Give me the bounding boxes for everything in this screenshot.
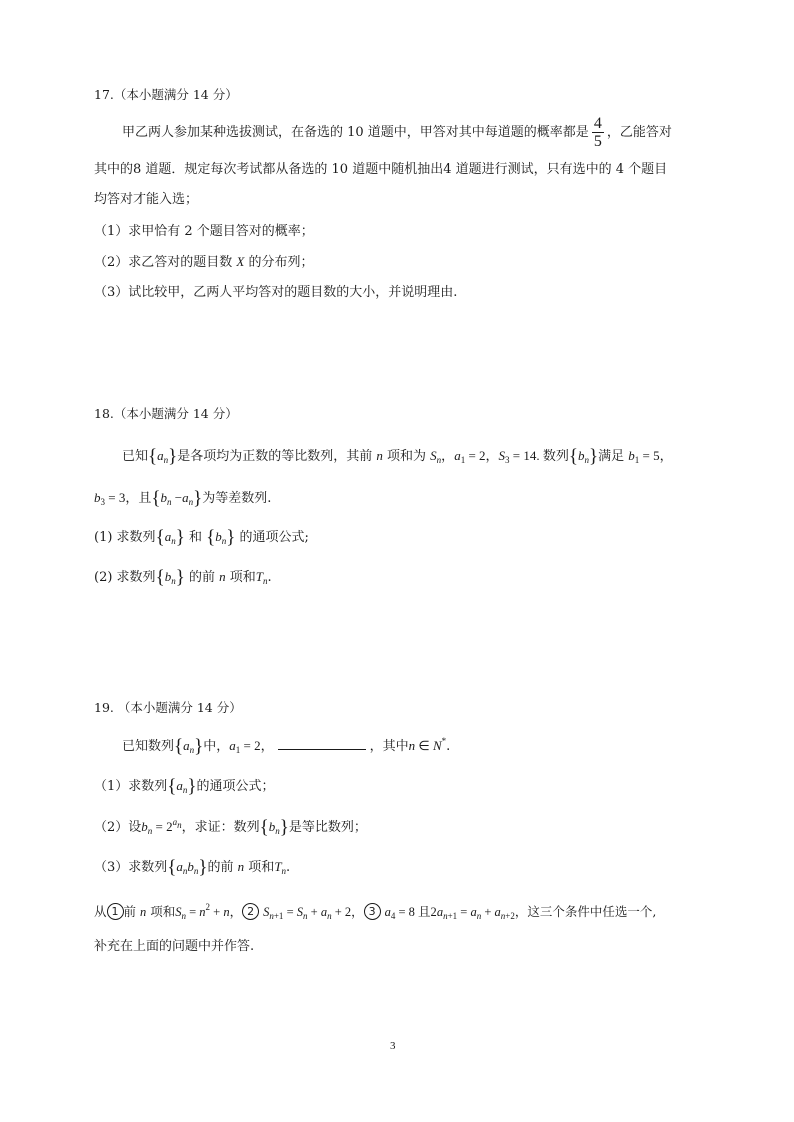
q19-conditions: 从 1 前 n 项和$S_n = n^2 + n$， 2 $S_{n+1} = S_n + a_n + 2$， 3 $a_4 = 8$ 且$2a_{n+1} = a_n + a_{n+2}$，这三个条件中任选一个, — [94, 902, 657, 921]
q18-part-2: (2) 求数列$\{b_n\}$ 的前 n 项和$T_n$. — [94, 567, 272, 588]
q17-line-1: 甲乙两人参加某种选拔测试，在备选的 10 道题中，甲答对其中每道题的概率都是 $\frac{4}{5}$ ，乙能答对 — [122, 115, 672, 150]
answer-blank — [278, 735, 366, 750]
q17-line-3: 均答对才能入选； — [94, 192, 199, 207]
q18-header: 18.（本小题满分 14 分） — [94, 406, 238, 421]
q17-fraction: $\frac{4}{5}$ — [593, 115, 602, 150]
q19-part-3: （3）求数列$\{a_nb_n\}$的前 n 项和$T_n$. — [94, 857, 291, 878]
q18-line-1: 已知$\{a_n\}$是各项均为正数的等比数列，其前 n 项和为 $S_n$，$a_1 = 2$，$S_3 = 14$. 数列$\{b_n\}$满足 $b_1 = 5$， — [122, 446, 673, 467]
circle-2-icon: 2 — [242, 903, 259, 920]
q19-line-last: 补充在上面的问题中并作答. — [94, 939, 255, 954]
q17-header: 17.（本小题满分 14 分） — [94, 87, 238, 102]
q19-part-1: （1）求数列$\{a_n\}$的通项公式； — [94, 776, 275, 797]
page-number: 3 — [390, 1040, 396, 1052]
q17-part-3: （3）试比较甲，乙两人平均答对的题目数的大小，并说明理由. — [94, 285, 458, 300]
q19-line-1: 已知数列$\{a_n\}$中，$a_1 = 2$， ，其中n ∈ N*. — [122, 736, 451, 757]
circle-3-icon: 3 — [364, 903, 381, 920]
q19-part-2: （2）设$b_n = 2^{a_n}$，求证：数列$\{b_n\}$是等比数列； — [94, 817, 367, 838]
q17-part-2: （2）求乙答对的题目数 X 的分布列； — [94, 254, 314, 270]
q17-part-1: （1）求甲恰有 2 个题目答对的概率； — [94, 224, 314, 239]
q17-line-2: 其中的8 道题．规定每次考试都从备选的 10 道题中随机抽出4 道题进行测试，只有选中的 4 个题目 — [94, 162, 668, 177]
q18-part-1: (1) 求数列$\{a_n\}$ 和 $\{b_n\}$ 的通项公式; — [94, 527, 309, 548]
q19-header: 19. （本小题满分 14 分） — [94, 700, 242, 715]
q18-line-2: $b_3 = 3$，且$\{b_n -a_n\}$为等差数列. — [94, 488, 272, 509]
circle-1-icon: 1 — [107, 903, 124, 920]
